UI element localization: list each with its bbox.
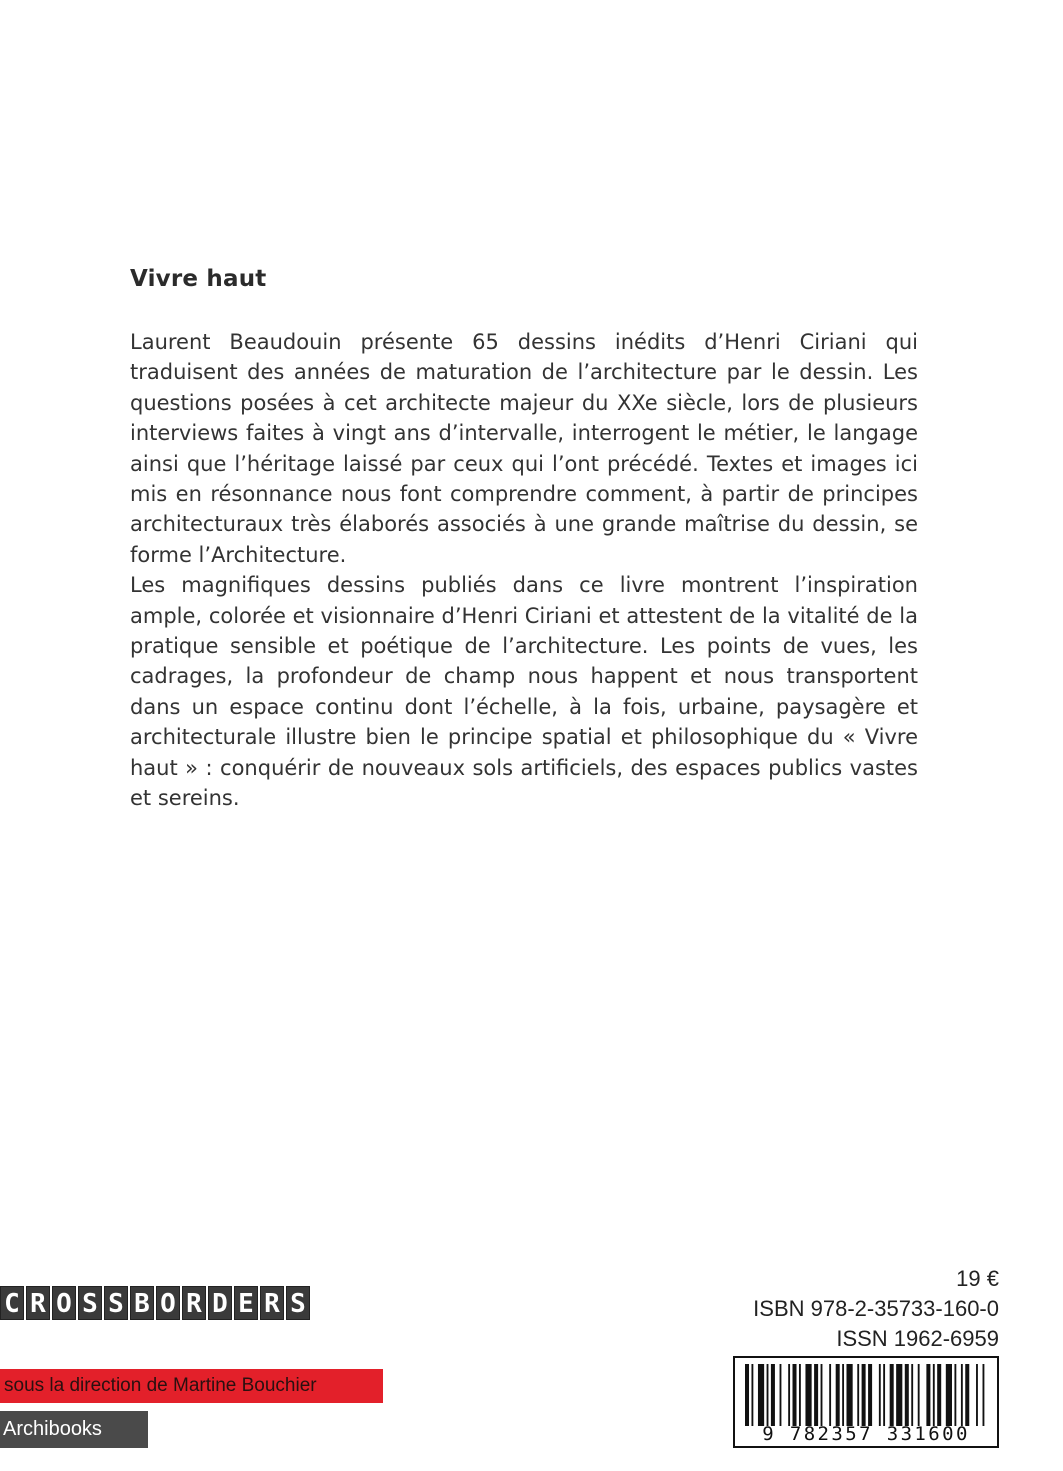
barcode-bar bbox=[890, 1364, 894, 1426]
barcode-bar bbox=[767, 1364, 769, 1426]
barcode-bar bbox=[821, 1364, 823, 1426]
barcode-bar bbox=[862, 1364, 866, 1426]
barcode-bar bbox=[758, 1364, 764, 1426]
series-direction-label: sous la direction de Martine Bouchier bbox=[0, 1369, 383, 1403]
barcode-bar bbox=[954, 1364, 956, 1426]
barcode-bar bbox=[842, 1364, 844, 1426]
barcode-bar bbox=[805, 1364, 811, 1426]
barcode-bar bbox=[846, 1364, 852, 1426]
logo-letter: R bbox=[26, 1286, 50, 1320]
blurb-paragraph-2: Les magnifiques dessins publiés dans ce livre montrent l’inspiration ample, colorée et visionnaire d’Henri Ciriani et attestent de la vitalité de la pratique sensible et poétique de l’architecture. Les points de vues, les cadrages, la profondeur de champ nous happent et nous transportent dans un espace continu dont l’échelle, à la fois, urbaine, paysagère et architecturale illustre bien le principe spatial et philosophique du « Vivre haut » : conquérir de nouveaux sols artificiels, des espaces publics vastes et sereins. bbox=[130, 573, 918, 811]
barcode-bar bbox=[896, 1364, 902, 1426]
logo-letter: S bbox=[104, 1286, 128, 1320]
barcode-bar bbox=[771, 1364, 775, 1426]
barcode-bar bbox=[933, 1364, 935, 1426]
blurb-paragraph-1: Laurent Beaudouin présente 65 dessins inédits d’Henri Ciriani qui traduisent des années de maturation de l’architecture par le dessin. Les questions posées à cet architecte majeur du XXe siècle, lors de plusieurs interviews faites à vingt ans d’intervalle, interrogent le métier, le langage ainsi que l’héritage laissé par ceux qui l’ont précédé. Textes et images ici mis en résonnance nous font comprendre comment, à partir de principes architecturaux très élaborés associés à une grande maîtrise du dessin, se forme l’Architecture. bbox=[130, 330, 918, 567]
logo-letter: C bbox=[0, 1286, 24, 1320]
barcode-bar bbox=[983, 1364, 985, 1426]
isbn: ISBN 978-2-35733-160-0 bbox=[753, 1296, 999, 1321]
barcode-bar bbox=[793, 1364, 797, 1426]
barcode-digits: 9 782357 331600 bbox=[762, 1423, 970, 1445]
barcode-bar bbox=[745, 1364, 749, 1426]
barcode bbox=[733, 1356, 999, 1448]
logo-letter: O bbox=[52, 1286, 76, 1320]
back-cover-blurb bbox=[130, 327, 918, 814]
barcode-bar bbox=[751, 1364, 753, 1426]
barcode-bar bbox=[905, 1364, 909, 1426]
barcode-bar bbox=[926, 1364, 930, 1426]
barcode-bar bbox=[965, 1364, 969, 1426]
logo-letter: O bbox=[156, 1286, 180, 1320]
barcode-bar bbox=[799, 1364, 801, 1426]
price: 19 € bbox=[956, 1266, 999, 1291]
crossborders-logo bbox=[0, 1286, 310, 1320]
barcode-bar bbox=[829, 1364, 831, 1426]
barcode-bar bbox=[868, 1364, 872, 1426]
barcode-bar bbox=[961, 1364, 963, 1426]
logo-letter: E bbox=[234, 1286, 258, 1320]
logo-letter: B bbox=[130, 1286, 154, 1320]
barcode-bar bbox=[814, 1364, 818, 1426]
barcode-bar bbox=[780, 1364, 782, 1426]
barcode-bar bbox=[937, 1364, 941, 1426]
barcode-bar bbox=[883, 1364, 885, 1426]
logo-letter: S bbox=[286, 1286, 310, 1320]
logo-letter: D bbox=[208, 1286, 232, 1320]
barcode-bar bbox=[911, 1364, 913, 1426]
barcode-bar bbox=[836, 1364, 840, 1426]
book-title: Vivre haut bbox=[130, 266, 267, 292]
barcode-bar bbox=[946, 1364, 952, 1426]
barcode-bar bbox=[788, 1364, 790, 1426]
logo-letter: R bbox=[182, 1286, 206, 1320]
publisher-label: Archibooks bbox=[0, 1411, 148, 1448]
price-and-identifiers bbox=[753, 1264, 999, 1354]
issn: ISSN 1962-6959 bbox=[836, 1326, 999, 1351]
barcode-bar bbox=[857, 1364, 859, 1426]
barcode-bar bbox=[918, 1364, 920, 1426]
barcode-bars bbox=[745, 1364, 989, 1426]
barcode-bar bbox=[879, 1364, 881, 1426]
barcode-bar bbox=[976, 1364, 978, 1426]
logo-letter: S bbox=[78, 1286, 102, 1320]
logo-letter: R bbox=[260, 1286, 284, 1320]
